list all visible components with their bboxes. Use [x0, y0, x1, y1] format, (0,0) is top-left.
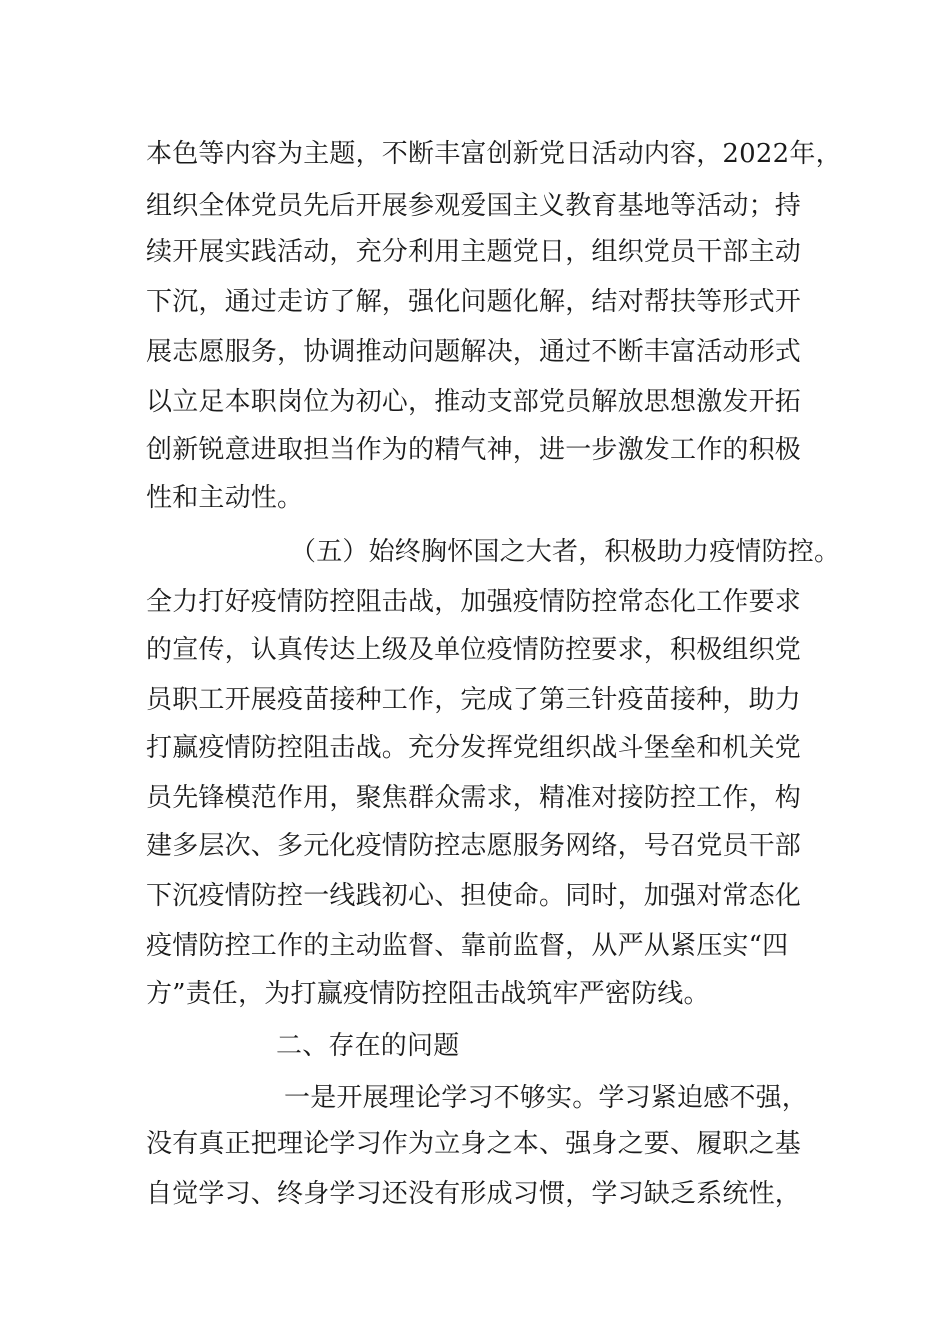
body-text-line: 本色等内容为主题，不断丰富创新党日活动内容，2022年， — [146, 139, 842, 169]
body-text-line: 自觉学习、终身学习还没有形成习惯，学习缺乏系统性， — [146, 1179, 802, 1209]
body-text-line: 员职工开展疫苗接种工作，完成了第三针疫苗接种，助力 — [146, 685, 802, 715]
body-text-line: 建多层次、多元化疫情防控志愿服务网络，号召党员干部 — [146, 831, 802, 861]
body-text-line: 疫情防控工作的主动监督、靠前监督，从严从紧压实“四 — [146, 931, 789, 961]
section-heading: 二、存在的问题 — [276, 1031, 460, 1061]
body-text-line: 一是开展理论学习不够实。学习紧迫感不强， — [284, 1083, 809, 1113]
body-text-line: 方”责任，为打赢疫情防控阻击战筑牢严密防线。 — [146, 979, 710, 1009]
body-text-line: 以立足本职岗位为初心，推动支部党员解放思想激发开拓 — [146, 387, 802, 417]
body-text-line: 的宣传，认真传达上级及单位疫情防控要求，积极组织党 — [146, 635, 802, 665]
body-text-line: 性和主动性。 — [146, 483, 304, 513]
body-text-line: 没有真正把理论学习作为立身之本、强身之要、履职之基 — [146, 1129, 802, 1159]
body-text-line: 展志愿服务，协调推动问题解决，通过不断丰富活动形式 — [146, 337, 802, 367]
body-text-line: 组织全体党员先后开展参观爱国主义教育基地等活动；持 — [146, 191, 802, 221]
body-text-line: 员先锋模范作用，聚焦群众需求，精准对接防控工作，构 — [146, 783, 802, 813]
body-text-line: 下沉，通过走访了解，强化问题化解，结对帮扶等形式开 — [146, 287, 802, 317]
section-heading: （五）始终胸怀国之大者，积极助力疫情防控。 — [290, 537, 841, 567]
body-text-line: 续开展实践活动，充分利用主题党日，组织党员干部主动 — [146, 237, 802, 267]
body-text-line: 创新锐意进取担当作为的精气神，进一步激发工作的积极 — [146, 435, 802, 465]
body-text-line: 打赢疫情防控阻击战。充分发挥党组织战斗堡垒和机关党 — [146, 733, 802, 763]
body-text-line: 下沉疫情防控一线践初心、担使命。同时，加强对常态化 — [146, 881, 802, 911]
body-text-line: 全力打好疫情防控阻击战，加强疫情防控常态化工作要求 — [146, 587, 802, 617]
